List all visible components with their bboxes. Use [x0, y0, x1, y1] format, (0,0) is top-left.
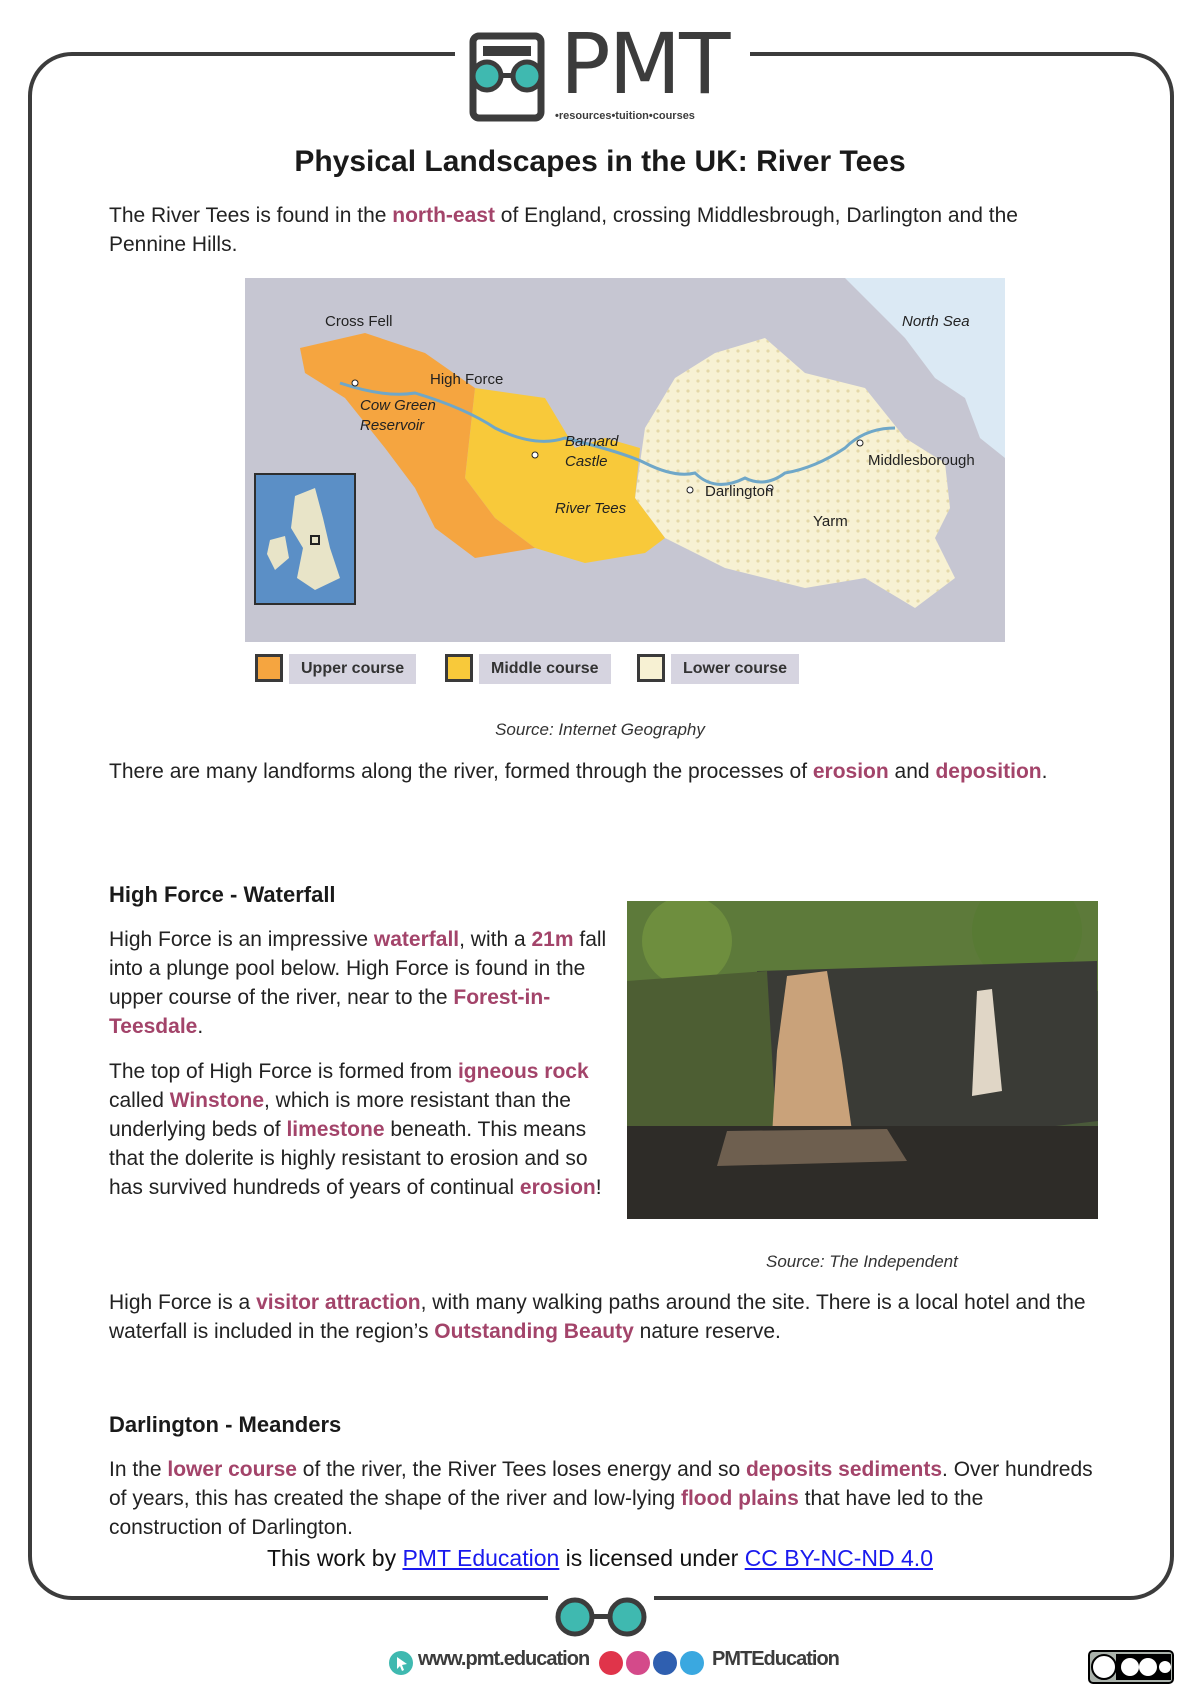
landforms-paragraph	[109, 757, 1099, 786]
license-line	[0, 1545, 1200, 1572]
map-label: Yarm	[813, 513, 848, 530]
highlight: north-east	[392, 204, 495, 227]
photo-foam	[717, 1129, 907, 1166]
map-label: Darlington	[705, 483, 774, 500]
highlight: Winstone	[169, 1089, 265, 1112]
map-dot	[352, 380, 358, 386]
map-label: High Force	[430, 371, 504, 388]
text: called	[109, 1089, 170, 1112]
text: beneath. This means that the dolerite is highly resistant to erosion and so has survived hundreds of years of continual	[109, 1118, 588, 1199]
text: of the river, the River Tees loses energy and so	[296, 1458, 746, 1481]
high-force-waterfall-photo	[627, 901, 1098, 1219]
cc-license-link[interactable]: CC BY-NC-ND 4.0	[744, 1545, 933, 1571]
legend-swatch	[445, 654, 473, 682]
map-label: River Tees	[555, 500, 627, 517]
text: fall into a plunge pool below. High Force is found in the upper course of the river, near to the	[109, 928, 607, 1009]
instagram-icon[interactable]	[626, 1651, 650, 1675]
cursor-icon	[388, 1650, 414, 1676]
text: that have led to the construction of Darlington.	[109, 1487, 984, 1539]
text: .	[197, 1015, 204, 1038]
page-title: Physical Landscapes in the UK: River Tees	[294, 145, 906, 178]
text: !	[595, 1176, 602, 1199]
text: High Force is a	[109, 1291, 257, 1314]
highlight: Forest-in-Teesdale	[109, 986, 551, 1038]
logo-tagline: •resources•tuition•courses	[555, 110, 695, 122]
cc-license-icon[interactable]	[1088, 1650, 1174, 1684]
legend-swatch	[255, 654, 283, 682]
highlight: 21m	[531, 928, 574, 951]
text: . Over hundreds of years, this has created the shape of the river and low-lying	[109, 1458, 1093, 1510]
highlight: lower course	[167, 1458, 297, 1481]
map-dot	[687, 487, 693, 493]
highlight: Outstanding Beauty	[434, 1320, 634, 1343]
text: The top of High Force is formed from	[109, 1060, 458, 1083]
map-label: Cow Green	[360, 397, 436, 414]
cc-circle	[1092, 1655, 1116, 1679]
map-source: Source: Internet Geography	[495, 720, 705, 739]
text: , which is more resistant than the underlying beds of	[109, 1089, 571, 1141]
darlington-paragraph	[109, 1455, 1099, 1542]
text: .	[1041, 760, 1048, 783]
glasses-lens	[610, 1600, 644, 1634]
facebook-icon[interactable]	[653, 1651, 677, 1675]
glasses-lens	[558, 1600, 592, 1634]
high-force-paragraph-1	[109, 925, 609, 1041]
text: In the	[109, 1458, 168, 1481]
highlight: deposits sediments	[745, 1458, 943, 1481]
map-dot	[532, 452, 538, 458]
map-label: Reservoir	[360, 417, 425, 434]
text: This work by	[266, 1545, 403, 1571]
photo-source: Source: The Independent	[766, 1252, 958, 1271]
youtube-icon[interactable]	[599, 1651, 623, 1675]
river-tees-map	[245, 278, 1005, 642]
darlington-heading: Darlington - Meanders	[109, 1412, 342, 1437]
cc-by-circle	[1121, 1658, 1139, 1676]
legend-label: Upper course	[289, 654, 416, 684]
text: of England, crossing Middlesbrough, Darlington and the Pennine Hills.	[109, 204, 1018, 256]
twitter-icon[interactable]	[680, 1651, 704, 1675]
website-link[interactable]: www.pmt.education	[418, 1648, 590, 1670]
legend-label: Middle course	[479, 654, 611, 684]
highlight: waterfall	[373, 928, 460, 951]
text: and	[888, 760, 936, 783]
text: There are many landforms along the river, formed through the processes of	[109, 760, 813, 783]
cc-nd-circle	[1159, 1661, 1171, 1673]
high-force-heading: High Force - Waterfall	[109, 882, 336, 907]
highlight: erosion	[519, 1176, 596, 1199]
map-label: Cross Fell	[325, 313, 393, 330]
map-label: Castle	[565, 453, 608, 470]
text: The River Tees is found in the	[109, 204, 393, 227]
highlight: erosion	[812, 760, 889, 783]
social-handle: PMTEducation	[712, 1648, 839, 1670]
highlight: deposition	[935, 760, 1042, 783]
high-force-paragraph-2	[109, 1057, 609, 1202]
cc-nc-circle	[1139, 1658, 1157, 1676]
map-label: Middlesborough	[868, 452, 975, 469]
legend-swatch	[637, 654, 665, 682]
text: , with many walking paths around the site. There is a local hotel and the waterfall is included in the region’s	[109, 1291, 1086, 1343]
glasses-bridge	[591, 1614, 611, 1619]
map-label: North Sea	[902, 313, 970, 330]
map-dot	[857, 440, 863, 446]
pmt-education-link[interactable]: PMT Education	[402, 1545, 560, 1571]
highlight: igneous rock	[457, 1060, 589, 1083]
text: is licensed under	[559, 1545, 745, 1571]
social-icons	[598, 1650, 708, 1676]
intro-paragraph	[109, 201, 1099, 259]
high-force-paragraph-3	[109, 1288, 1099, 1346]
map-label: Barnard	[565, 433, 619, 450]
text: nature reserve.	[633, 1320, 781, 1343]
text: , with a	[459, 928, 532, 951]
logo-wordmark: PMT	[560, 15, 729, 113]
highlight: flood plains	[680, 1487, 799, 1510]
glasses-icon	[548, 1595, 654, 1639]
text: High Force is an impressive	[109, 928, 374, 951]
highlight: visitor attraction	[256, 1291, 421, 1314]
legend-label: Lower course	[671, 654, 799, 684]
highlight: limestone	[286, 1118, 385, 1141]
